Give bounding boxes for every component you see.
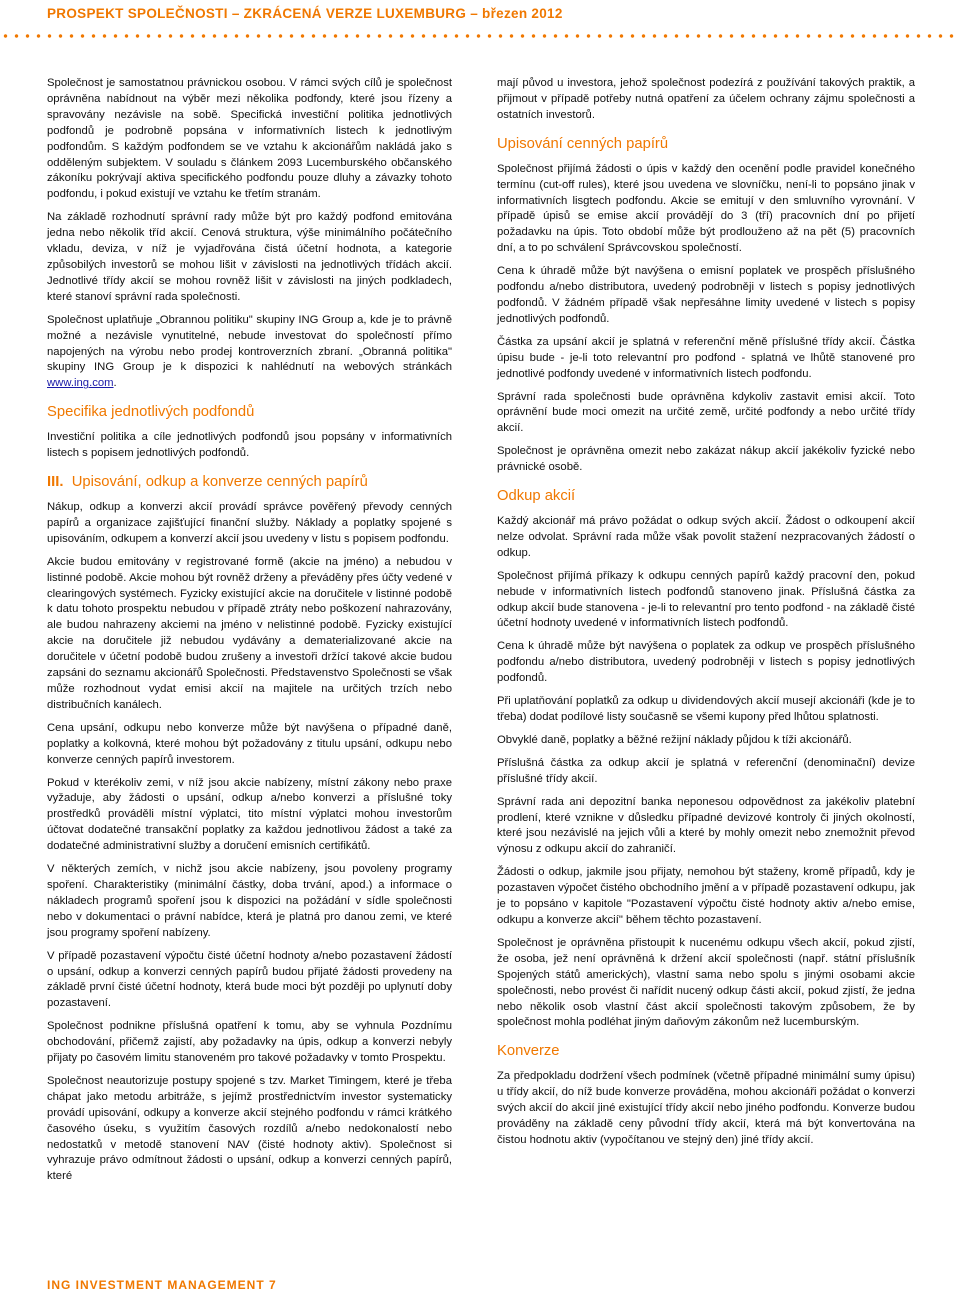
paragraph (47, 313, 452, 393)
paragraph: Na základě rozhodnutí správní rady může být pro každý podfond emitována jedna nebo několik tříd akcií. Cenová struktura, výše minimálního počátečního vkladu, deviza, v níž je vyjadřována čistá účetní hodnota, a kategorie způsobilých investorů se mohou lišit v závislosti na jednotlivých třídách akcií. Jednotlivé třídy akcií se mohou rovněž lišit v závislosti na jiných podkladech, které stanoví správní rada společnosti. (47, 211, 452, 303)
section-title: Upisování, odkup a konverze cenných papírů (71, 474, 368, 491)
paragraph-text: Společnost uplatňuje „Obrannou politiku" skupiny ING Group a, kde je to právně možné a nezávisle vynutitelné, nebude investovat do společností přímo napojených na výrobu nebo prodej kontroverzních zbraní. „Obranná politika" skupiny ING Group je k dispozici k nahlédnutí na webových stránkách (47, 313, 452, 374)
section-heading-konverze: Konverze (497, 1043, 560, 1060)
paragraph: Cena k úhradě může být navýšena o poplatek za odkup ve prospěch příslušného podfondu a/nebo distributora, uvedený podrobněji v listech s popisy jednotlivých podfondů. (497, 640, 915, 685)
paragraph: Pokud v kterékoliv zemi, v níž jsou akcie nabízeny, místní zákony nebo praxe vyžaduje, aby žádosti o upsání, odkup a/nebo konverzi a příslušné toky prostředků prováděli místní výplatci, tito místní výplatci mohou investorům účtovat dodatečné transakční poplatky za každou jednotlivou žádost a také za dodatečné administrativní služby a doručení emisních certifikátů. (47, 776, 452, 853)
section-heading-upisovani: Upisování cenných papírů (497, 135, 669, 152)
paragraph: Společnost je oprávněna omezit nebo zakázat nákup akcií jakékoliv fyzické nebo právnické osobě. (497, 445, 915, 474)
paragraph: V případě pozastavení výpočtu čisté účetní hodnoty a/nebo pozastavení žádostí o upsání, odkup a konverzi cenných papírů budou přijaté žádosti provedeny na základě první čisté účetní hodnoty, která bude moci být později po uplynutí doby pozastavení. (47, 949, 452, 1010)
paragraph: mají původ u investora, jehož společnost podezírá z používání takových praktik, a přijmout v případě potřeby nutná opatření za účelem ochrany zájmu společnosti a ostatních investorů. (497, 77, 915, 121)
paragraph: Za předpokladu dodržení všech podmínek (včetně případné minimální sumy úpisu) u třídy akcií, do níž bude konverze prováděna, mohou akcionáři požádat o konverzi svých akcií do akcií jiné existující třídy akcií nebo jiného podfondu. Konverze budou prováděny na základě ceny původní třídy akcií, která má být konvertována na čistou hodnotu aktiv (vypočítanou ve stejný den) jiné třídy akcií. (497, 1070, 915, 1146)
right-column (497, 76, 915, 1156)
paragraph: Žádosti o odkup, jakmile jsou přijaty, nemohou být staženy, kromě případů, kdy je pozastaven výpočet čistého obchodního jmění a v případě pozastavení odkupu, jak je to popsáno v kapitole "Pozastavení výpočtu čisté hodnoty aktiv a/nebo emise, odkupu a konverze akcií" během těchto pozastavení. (497, 866, 915, 926)
footer-page-label: ING INVESTMENT MANAGEMENT 7 (47, 1278, 277, 1292)
paragraph: Cena upsání, odkupu nebo konverze může být navýšena o případné daně, poplatky a kolkovná, které mohou být požadovány z titulu upsání, odkupu nebo konverze cenných papírů investorem. (47, 721, 452, 766)
paragraph: Nákup, odkup a konverzi akcií provádí správce pověřený převody cenných papírů a organizace zajišťující finanční služby. Náklady a poplatky spojené s upisováním, odkupem a konverzí akcií jsou uvedeny v listu s popisem podfondu. (47, 501, 452, 545)
dotted-divider (0, 33, 960, 39)
paragraph: Každý akcionář má právo požádat o odkup svých akcií. Žádost o odkoupení akcií nelze odvolat. Správní rada může však povolit stažení nezpracovaných žádostí o odkup. (497, 515, 915, 559)
paragraph: Investiční politika a cíle jednotlivých podfondů jsou popsány v informativních listech s popisem jednotlivých podfondů. (47, 431, 452, 460)
paragraph: Společnost podnikne příslušná opatření k tomu, aby se vyhnula Pozdnímu obchodování, přičemž zajistí, aby požadavky na úpis, odkup a konverzi nebyly přijaty po časovém limitu stanoveném pro takové požadavky v tomto Prospektu. (47, 1020, 452, 1065)
header-title: PROSPEKT SPOLEČNOSTI – ZKRÁCENÁ VERZE LUXEMBURG – březen 2012 (47, 6, 563, 21)
section-heading-specifika: Specifika jednotlivých podfondů (47, 404, 255, 421)
paragraph: Společnost neautorizuje postupy spojené s tzv. Market Timingem, které je třeba chápat jako metodu arbitráže, s jejímž prostřednictvím investor systematicky provádí upisování, odkupy a konverze akcií stejného podfondu v rámci krátkého časového úseku, s využitím časových rozdílů a/nebo nedokonalostí nebo nedostatků v metodě stanovení NAV (čisté hodnoty aktiv). Společnost si vyhrazuje právo odmítnout žádosti o upsání, odkup a konverzi cenných papírů, které (47, 1074, 452, 1183)
paragraph: Cena k úhradě může být navýšena o emisní poplatek ve prospěch příslušného podfondu a/nebo distributora, uvedený podrobněji v listech s popisy jednotlivých podfondů. V žádném případě však nepřesáhne limity uvedené v listech s popisy jednotlivých podfondů. (497, 265, 915, 325)
paragraph: Při uplatňování poplatků za odkup u dividendových akcií musejí akcionáři (kde je to třeba) dodat podílové listy současně se všemi kupony před lhůtou splatnosti. (497, 695, 915, 723)
paragraph: Správní rada společnosti bude oprávněna kdykoliv zastavit emisi akcií. Toto oprávnění bude moci omezit na určité země, určité podfondy a nebo určité třídy akcií. (497, 390, 915, 435)
paragraph: Společnost přijímá žádosti o úpis v každý den ocenění podle pravidel konečného termínu (cut-off rules), které jsou uvedena ve slovníčku, není-li to popsáno jinak v informativních lisgtech podfondu. Akcie se emitují v den smluvního vyrovnání. V případě úpisů se emise akcií provádějí do 3 (tří) pracovních dní po přijetí požadavku na úpis. Toto období může být prodlouženo až na pět (5) pracovních dní, a to po schválení Správcovskou společností. (497, 162, 915, 255)
left-column (47, 76, 452, 1192)
paragraph: Obvyklé daně, poplatky a běžné režijní náklady půjdou k tíži akcionářů. (497, 733, 852, 746)
ing-website-link[interactable]: www.ing.com (47, 377, 114, 390)
paragraph: Příslušná částka za odkup akcií je splatná v referenční (denominační) devize příslušné třídy akcií. (497, 756, 915, 785)
paragraph: Společnost přijímá příkazy k odkupu cenných papírů každý pracovní den, pokud nebude v informativních listech podfondů stanoveno jinak. Příslušná částka za odkup akcií bude stanovena - je-li to relevantní pro tento podfond - na základě čisté účetní hodnoty uvedené v informativních listech podfondů. (497, 569, 915, 630)
paragraph: Společnost je samostatnou právnickou osobou. V rámci svých cílů je společnost oprávněna nabídnout na výběr mezi několika podfondy, které jsou řízeny a spravovány nezávisle na sobě. Specifická investiční politika jednotlivých podfondů je podrobně popsána v informativních listech k jednotlivým podfondům. S každým podfondem se ve vztahu k akcionářům nakládá jako s odděleným subjektem. V souladu s článkem 2093 Lucemburského občanského zákoníku pokrývají aktiva specifického podfondu pouze dluhy a závazky tohoto podfondu, i pokud existují ve vztahu ke třetím stranám. (47, 77, 452, 201)
paragraph: Společnost je oprávněna přistoupit k nucenému odkupu všech akcií, pokud zjistí, že osoba, jež není oprávněná k držení akcií společnosti (např. státní příslušník Spojených států amerických), vlastní sama nebo spolu s jinými osobami akcie společnosti, nebo provést či nařídit nucený odkup části akcií, pokud zjistí, že jedna nebo několik osob vlastní část akcií společnosti takovým způsobem, že by společnost mohla podléhat jiným daňovým zákonům než lucemburským. (497, 936, 915, 1029)
section-heading-iii (47, 474, 452, 490)
paragraph: V některých zemích, v nichž jsou akcie nabízeny, jsou povoleny programy spoření. Charakteristiky (minimální částky, doba trvání, apod.) a informace o nákladech programů spoření jsou k dispozici na požádání v sídle společnosti nebo v dokumentaci o právní nabídce, která je platná pro danou zemi, ve které jsou programy spoření nabízeny. (47, 863, 452, 939)
paragraph: Správní rada ani depozitní banka neponesou odpovědnost za jakékoliv platební prodlení, které vznikne v důsledku případné devizové kontroly či jiných okolností, které jsou nezávislé na jejich vůli a které by mohly omezit nebo znemožnit převod výnosu z odkupu akcií do zahraničí. (497, 795, 915, 856)
paragraph-end: . (113, 377, 117, 390)
paragraph: Částka za upsání akcií je splatná v referenční měně příslušné třídy akcií. Částka úpisu bude - je-li toto relevantní pro podfond - splatná ve lhůtě stanovené pro jednotlivé podfondy uvedené v informativních listech podfondu. (497, 335, 915, 380)
section-heading-odkup: Odkup akcií (497, 488, 576, 505)
paragraph: Akcie budou emitovány v registrované formě (akcie na jméno) a nebudou v listinné podobě. Akcie mohou být rovněž drženy a převáděny přes účty vedené v clearingových systémech. Fyzicky existující akcie na doručitele v listinné podobě k datu tohoto prospektu nebudou v případě ztráty nebo poškození nahrazovány, ale budou nahrazeny akciemi na jméno v nelistinné podobě. Fyzicky existující akcie na doručitele již nebudou vydávány a dematerializované akcie na doručitele v účetní podobě budou zrušeny a investoři držící takové akcie budou zapsáni do seznamu akcionářů Společnosti. Představenstvo Společnosti se však může rozhodnout vydat emisi akcií na majitele na určitých trzích nebo distribučních kanálech. (47, 555, 452, 711)
section-number: III. (47, 474, 64, 491)
